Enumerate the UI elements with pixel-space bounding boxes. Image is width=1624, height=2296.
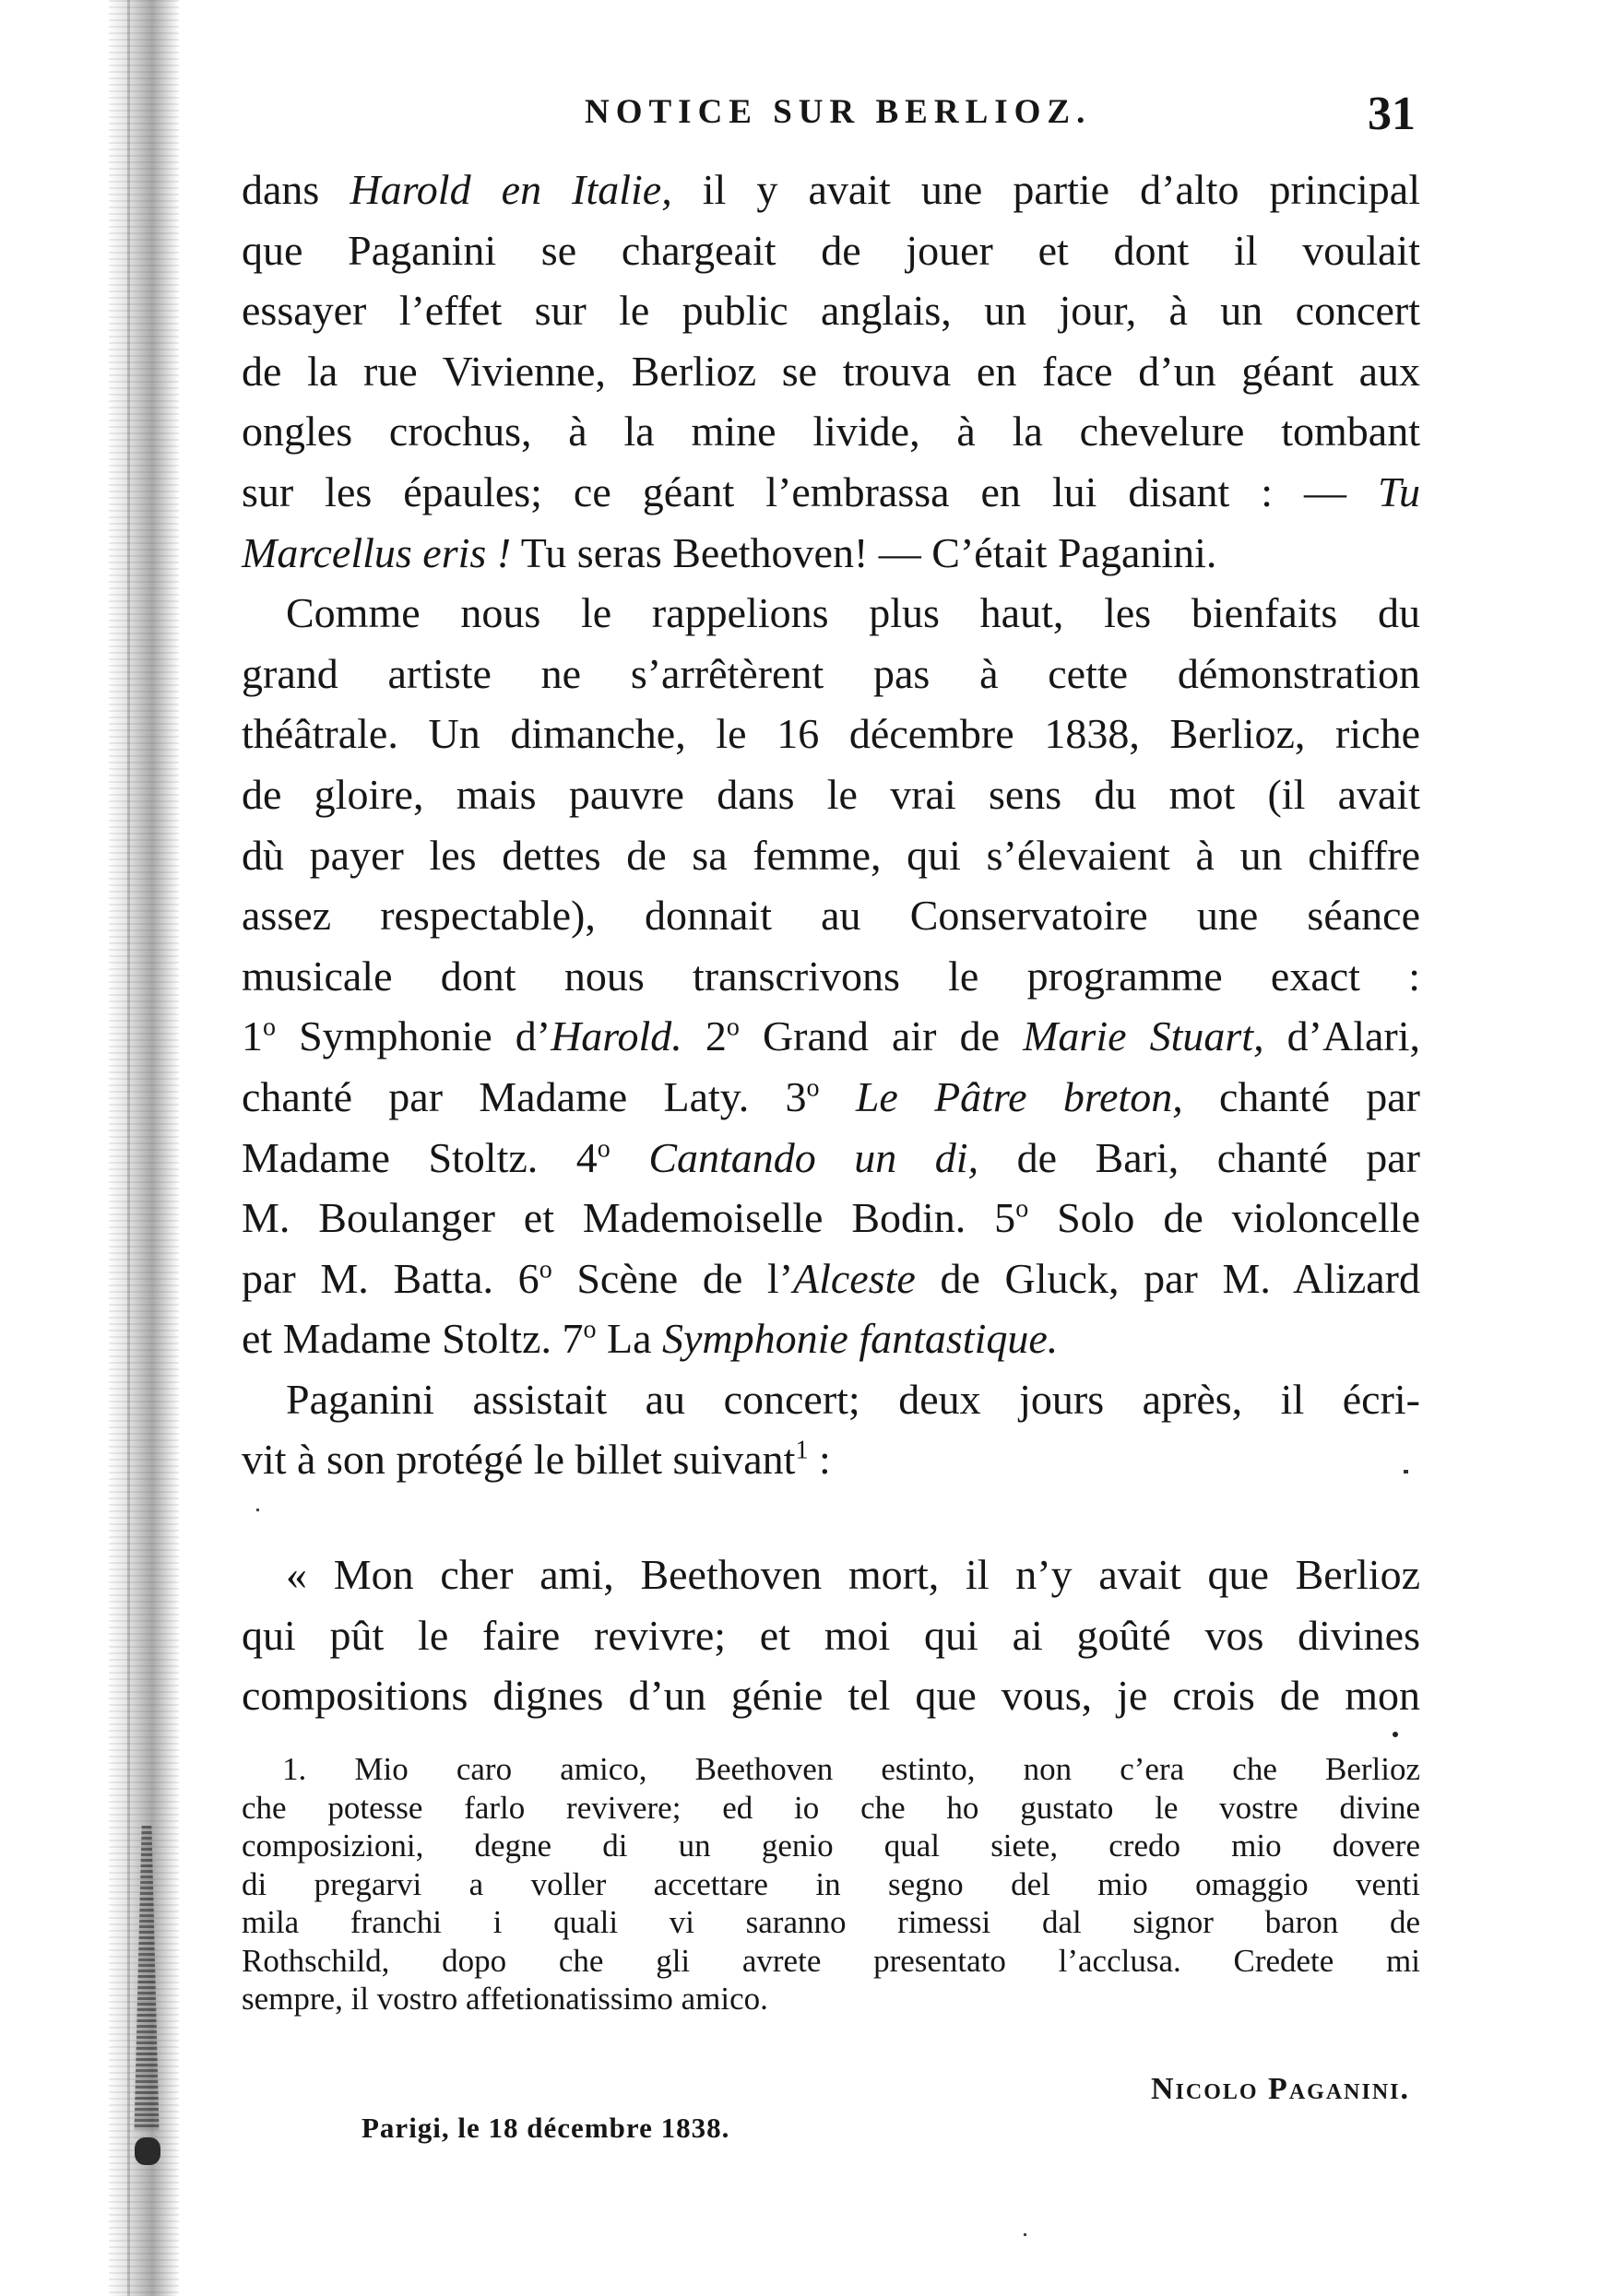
text-line: compositions dignes d’un génie tel que vous, je crois de mon xyxy=(242,1672,1420,1720)
text-line: essayer l’effet sur le public anglais, un jour, à un concert xyxy=(242,287,1420,335)
text-line: 1$^o$ Symphonie d’Harold. 2$^o$ Grand air de Marie Stuart, d’Alari, xyxy=(242,1012,1420,1060)
text-line: ongles crochus, à la mine livide, à la chevelure tombant xyxy=(242,408,1420,456)
text-line: dù payer les dettes de sa femme, qui s’élevaient à un chiffre xyxy=(242,831,1420,879)
footnote-line: 1. Mio caro amico, Beethoven estinto, non c’era che Berlioz xyxy=(282,1751,1420,1787)
text-line: de la rue Vivienne, Berlioz se trouva en face d’un géant aux xyxy=(242,347,1420,395)
print-speck xyxy=(1024,2233,1026,2236)
text-line: grand artiste ne s’arrêtèrent pas à cette démonstration xyxy=(242,649,1420,697)
text-line: par M. Batta. 6$^o$ Scène de l’Alceste de Gluck, par M. Alizard xyxy=(242,1254,1420,1302)
text-line: théâtrale. Un dimanche, le 16 décembre 1838, Berlioz, riche xyxy=(242,710,1420,758)
text-line: qui pût le faire revivre; et moi qui ai goûté vos divines xyxy=(242,1611,1420,1659)
footnote-line: mila franchi i quali vi saranno rimessi dal signor baron de xyxy=(242,1904,1420,1940)
running-title: NOTICE SUR BERLIOZ. xyxy=(585,93,1092,131)
footnote-line: che potesse farlo revivere; ed io che ho gustato le vostre divine xyxy=(242,1789,1420,1826)
text-line: Marcellus eris ! Tu seras Beethoven! — C’était Paganini. xyxy=(242,528,1217,576)
text-line: que Paganini se chargeait de jouer et dont il voulait xyxy=(242,226,1420,274)
text-line: dans Harold en Italie, il y avait une partie d’alto principal xyxy=(242,166,1421,213)
quoted-letter xyxy=(242,1544,1420,1726)
main-text xyxy=(242,160,1420,1726)
text-line: sur les épaules; ce géant l’embrassa en lui disant : — Tu xyxy=(242,467,1420,515)
footnote-separator xyxy=(1393,1732,1398,1737)
text-line: assez respectable), donnait au Conservatoire une séance xyxy=(242,892,1420,940)
text-line: vit à son protégé le billet suivant$^1$ : xyxy=(242,1436,831,1484)
footnote-line: composizioni, degne di un genio qual siete, credo mio dovere xyxy=(242,1828,1420,1864)
print-speck xyxy=(1404,1470,1408,1473)
footnote-date: Parigi, le 18 décembre 1838. xyxy=(362,2112,730,2144)
footnote-line: sempre, il vostro affetionatissimo amico. xyxy=(242,1981,768,2017)
footnote-line: Rothschild, dopo che gli avrete presentato l’acclusa. Credete mi xyxy=(242,1942,1420,1979)
text-line: Comme nous le rappelions plus haut, les bienfaits du xyxy=(286,589,1420,637)
binding-edge xyxy=(127,0,130,2296)
footnote-line: di pregarvi a voller accettare in segno del mio omaggio venti xyxy=(242,1865,1420,1902)
page-number: 31 xyxy=(1368,88,1416,140)
print-speck xyxy=(256,1509,259,1511)
text-line: musicale dont nous transcrivons le programme exact : xyxy=(242,952,1420,1000)
text-line: « Mon cher ami, Beethoven mort, il n’y avait que Berlioz xyxy=(286,1551,1420,1599)
text-line: et Madame Stoltz. 7$^o$ La Symphonie fantastique. xyxy=(242,1315,1059,1363)
footnote xyxy=(242,1750,1420,2018)
footnote-signature: Nicolo Paganini. xyxy=(1150,2072,1410,2106)
text-line: de gloire, mais pauvre dans le vrai sens du mot (il avait xyxy=(242,770,1420,818)
paragraphs xyxy=(242,160,1420,1490)
text-line: Paganini assistait au concert; deux jours après, il écri- xyxy=(286,1375,1420,1423)
text-line: chanté par Madame Laty. 3$^o$ Le Pâtre breton, chanté par xyxy=(242,1072,1420,1120)
ink-blot xyxy=(135,2137,160,2165)
text-line: M. Boulanger et Mademoiselle Bodin. 5$^o$ Solo de violoncelle xyxy=(242,1194,1420,1242)
text-line: Madame Stoltz. 4$^o$ Cantando un di, de Bari, chanté par xyxy=(242,1133,1420,1181)
